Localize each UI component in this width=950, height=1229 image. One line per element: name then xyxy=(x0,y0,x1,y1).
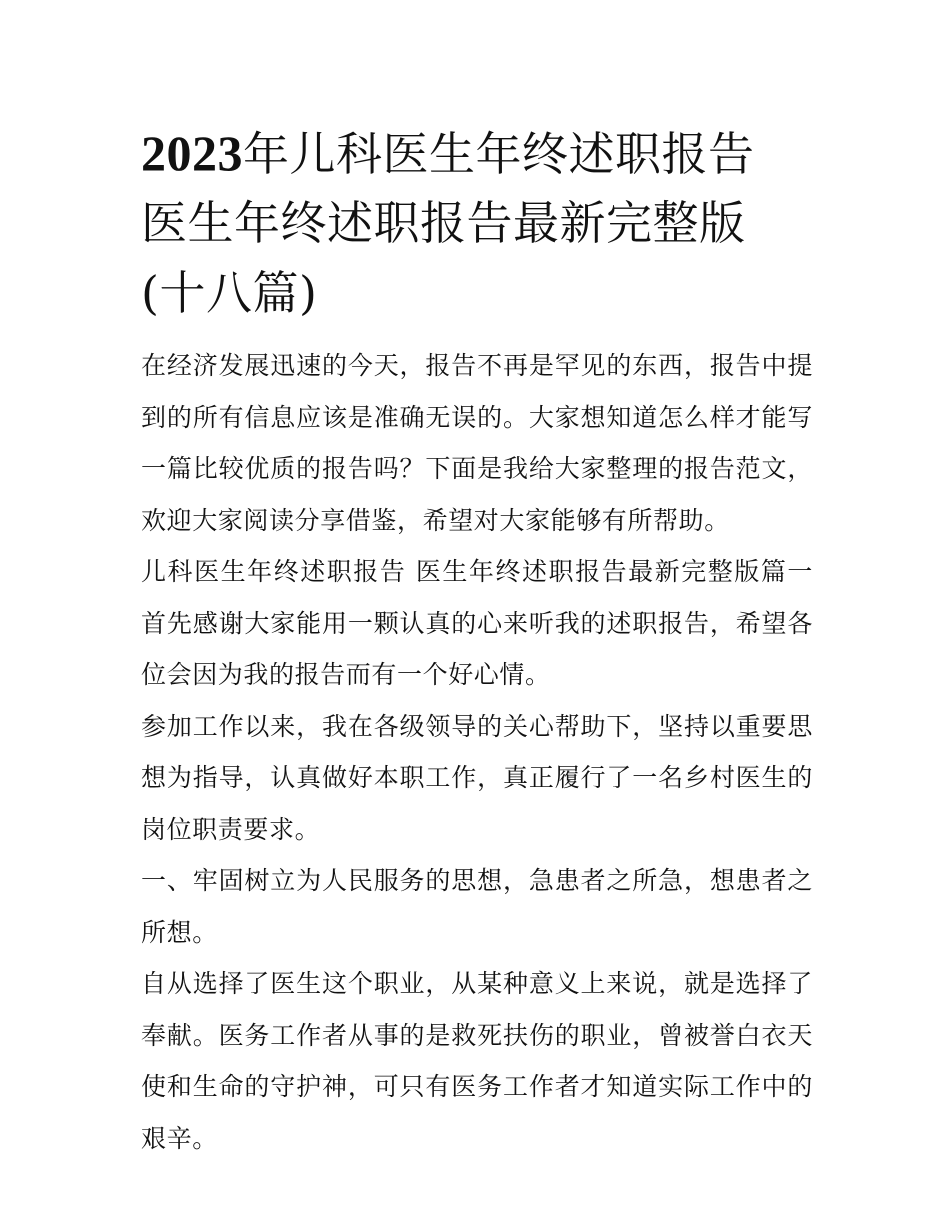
document-page xyxy=(141,118,813,1164)
title-line-1 xyxy=(141,118,813,188)
title-line-3: (十八篇) xyxy=(141,266,318,320)
intro-paragraph: 在经济发展迅速的今天，报告不再是罕见的东西，报告中提到的所有信息应该是准确无误的。大家想知道怎么样才能写一篇比较优质的报告吗？下面是我给大家整理的报告范文，欢迎大家阅读分享借鉴，希望对大家能够有所帮助。 xyxy=(141,351,813,535)
numbered-point-paragraph: 一、牢固树立为人民服务的思想，急患者之所急，想患者之所想。 xyxy=(141,866,813,947)
title-line-1-text: 年儿科医生年终述职报告 xyxy=(243,127,755,181)
document-title xyxy=(141,118,813,328)
title-line-2: 医生年终述职报告最新完整版 xyxy=(141,196,746,250)
body-paragraph: 自从选择了医生这个职业，从某种意义上来说，就是选择了奉献。医务工作者从事的是救死扶伤的职业，曾被誉白衣天使和生命的守护神，可只有医务工作者才知道实际工作中的艰辛。 xyxy=(141,969,813,1153)
title-year: 2023 xyxy=(141,125,243,181)
body-paragraph: 参加工作以来，我在各级领导的关心帮助下，坚持以重要思想为指导，认真做好本职工作，真正履行了一名乡村医生的岗位职责要求。 xyxy=(141,711,813,844)
section-heading-paragraph: 儿科医生年终述职报告 医生年终述职报告最新完整版篇一 首先感谢大家能用一颗认真的心来听我的述职报告，希望各位会因为我的报告而有一个好心情。 xyxy=(141,557,813,689)
